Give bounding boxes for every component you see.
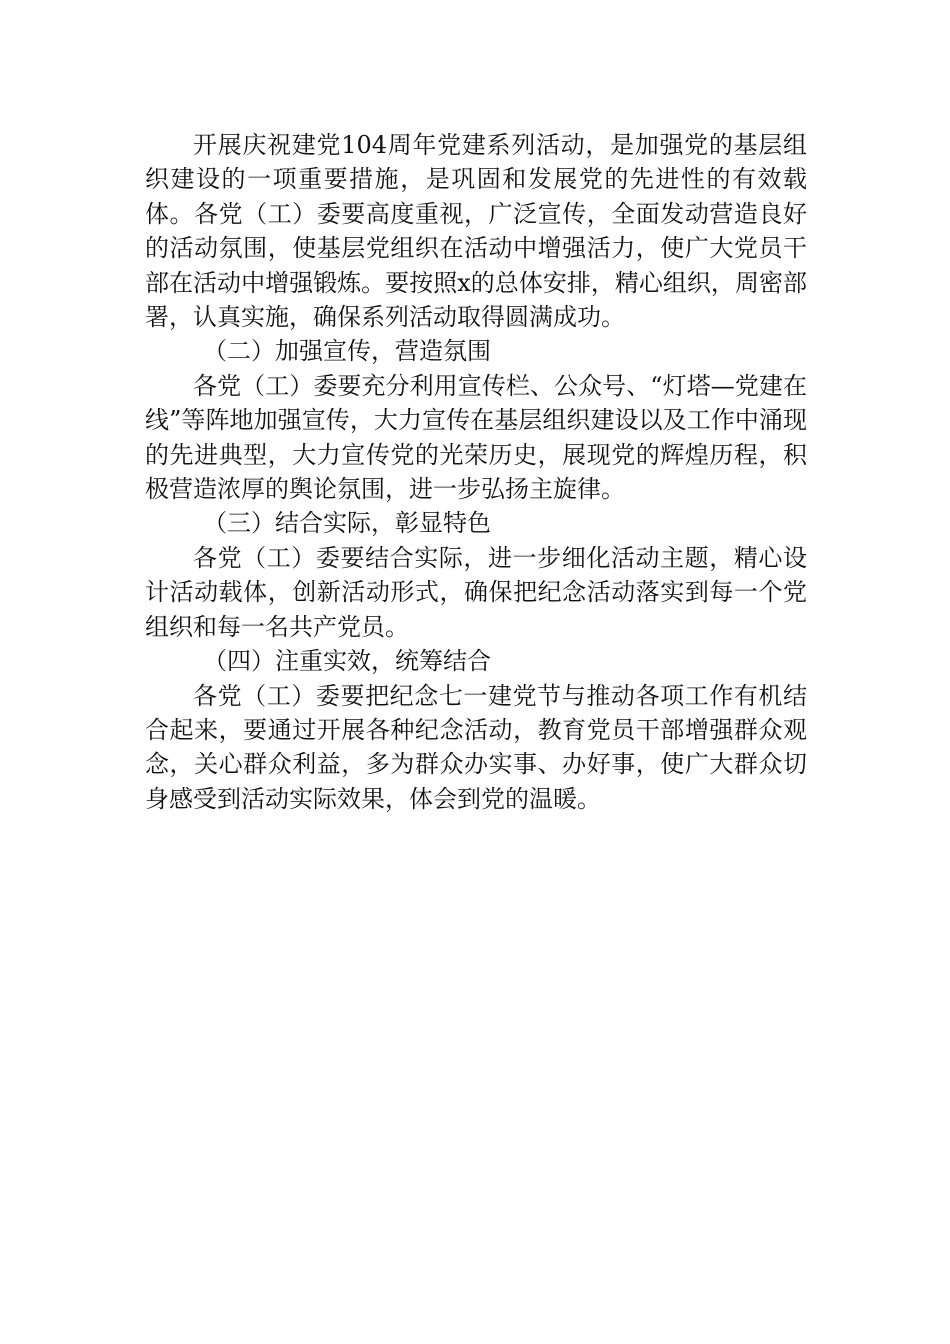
section-heading-2: （二）加强宣传，营造氛围 <box>203 337 491 366</box>
paragraph-intro: 开展庆祝建党104周年党建系列活动，是加强党的基层组织建设的一项重要措施，是巩固和发展党的先进性的有效载体。各党（工）委要高度重视，广泛宣传，全面发动营造良好的活动氛围，使基层党组织在活动中增强活力，使广大党员干部在活动中增强锻炼。要按照x的总体安排，精心组织，周密部署，认真实施，确保系列活动取得圆满成功。 <box>145 131 807 332</box>
paragraph-publicity: 各党（工）委要充分利用宣传栏、公众号、“灯塔—党建在线”等阵地加强宣传，大力宣传在基层组织建设以及工作中涌现的先进典型，大力宣传党的光荣历史，展现党的辉煌历程，积极营造浓厚的舆论氛围，进一步弘扬主旋律。 <box>145 371 807 504</box>
paragraph-effectiveness: 各党（工）委要把纪念七一建党节与推动各项工作有机结合起来，要通过开展各种纪念活动，教育党员干部增强群众观念，关心群众利益，多为群众办实事、办好事，使广大群众切身感受到活动实际效果，体会到党的温暖。 <box>145 681 807 813</box>
document-body <box>145 128 807 816</box>
section-heading-4: （四）注重实效，统筹结合 <box>203 647 491 676</box>
paragraph-practice: 各党（工）委要结合实际，进一步细化活动主题，精心设计活动载体，创新活动形式，确保把纪念活动落实到每一个党组织和每一名共产党员。 <box>145 543 807 641</box>
section-heading-3: （三）结合实际，彰显特色 <box>203 509 491 538</box>
